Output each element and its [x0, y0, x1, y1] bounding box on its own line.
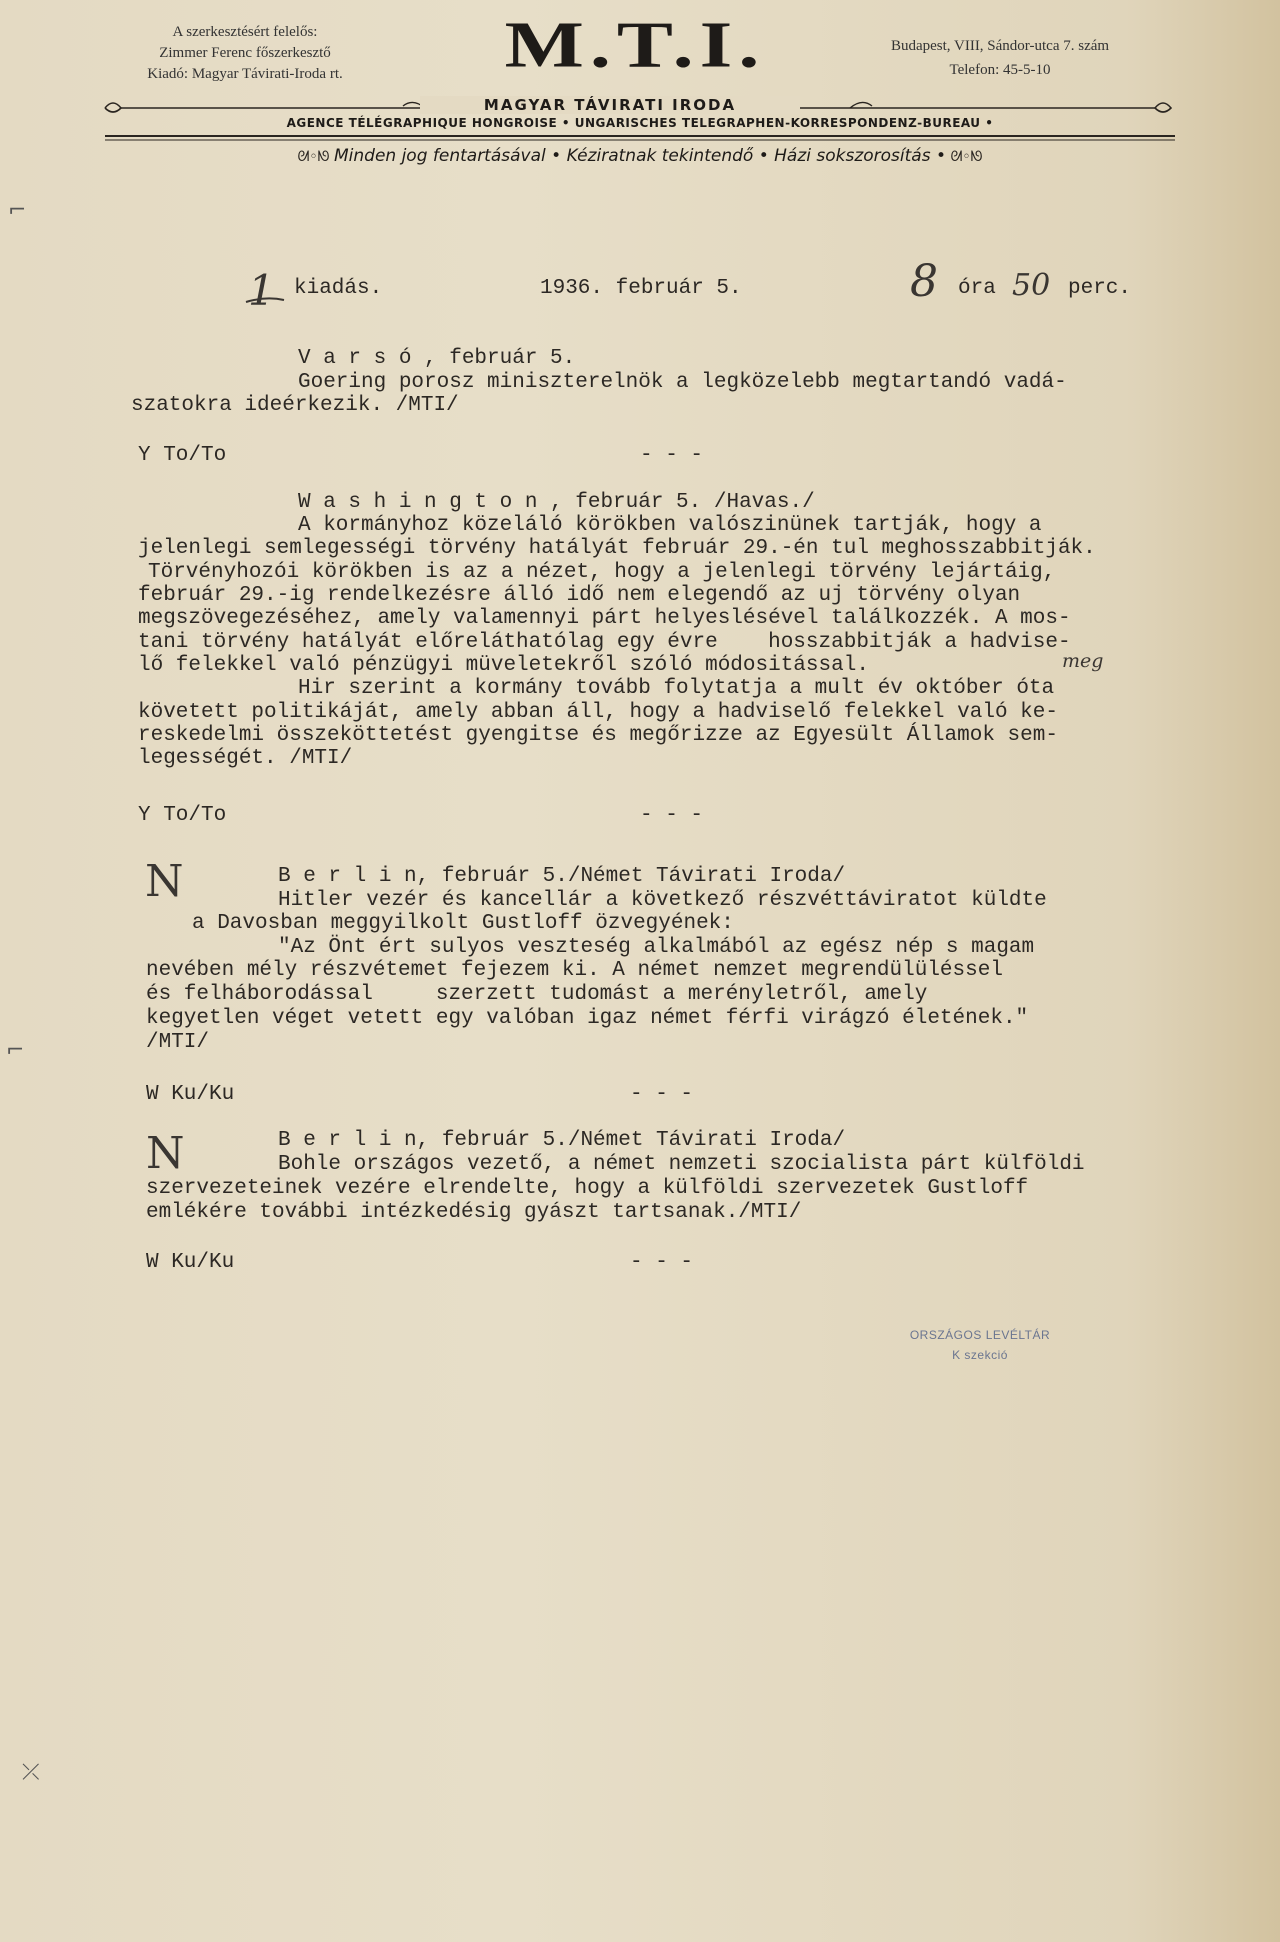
edition-underline [244, 296, 286, 306]
archive-stamp [880, 1325, 1080, 1365]
item-2-line-1: W a s h i n g t o n , február 5. /Havas./ [298, 491, 815, 514]
item-3-footer-code: W Ku/Ku [146, 1083, 235, 1106]
item-4-line-3: szervezeteinek vezére elrendelte, hogy a külföldi szervezetek Gustloff [146, 1177, 1029, 1200]
item-4-margin-mark: N [146, 1128, 185, 1179]
item-3-line-4: "Az Önt ért sulyos veszteség alkalmából az egész nép s magam [278, 936, 1035, 959]
item-1-footer-code: Y To/To [138, 444, 227, 467]
item-3-line-6: és felháborodással szerzett tudomást a merényletről, amely [146, 983, 928, 1006]
hour-label: óra [958, 277, 996, 300]
item-3-line-1: B e r l i n, február 5./Német Távirati Iroda/ [278, 865, 846, 888]
publisher-line-2: Zimmer Ferenc főszerkesztő [159, 45, 331, 61]
item-2-line-6: megszövegezéséhez, amely valamennyi párt helyeslésével találkozzék. A mos- [138, 607, 1071, 630]
item-3-line-8: /MTI/ [146, 1031, 210, 1054]
item-2-line-10: követett politikáját, amely abban áll, hogy a hadviselő felekkel való ke- [138, 701, 1058, 724]
dispatch-date: 1936. február 5. [540, 277, 742, 300]
handwritten-insert: meg [1062, 650, 1104, 672]
publisher-info [95, 22, 395, 85]
item-2-line-5: február 29.-ig rendelkezésre álló idő nem elegendő az uj törvény olyan [138, 584, 1021, 607]
header-double-rule [105, 134, 1175, 142]
publisher-line-3: Kiadó: Magyar Távirati-Iroda rt. [147, 66, 343, 82]
edition-label: kiadás. [294, 277, 383, 300]
item-4-line-1: B e r l i n, február 5./Német Távirati Iroda/ [278, 1129, 846, 1152]
margin-tick-mark: ⌐ [8, 198, 27, 223]
item-3-margin-mark: N [145, 856, 184, 907]
item-2-line-8: lő felekkel való pénzügyi müveletekről szóló módositással. [138, 654, 869, 677]
item-2-line-2: A kormányhoz közeláló körökben valószinünek tartják, hogy a [298, 514, 1042, 537]
agency-multilingual-name: AGENCE TÉLÉGRAPHIQUE HONGROISE • UNGARISCHES TELEGRAPHEN-KORRESPONDENZ-BUREAU • [286, 116, 994, 130]
item-4-separator: - - - [630, 1251, 694, 1274]
margin-tick-mark: ⤫ [22, 1760, 40, 1785]
item-1-line-1: V a r s ó , február 5. [298, 347, 576, 370]
minute-label: perc. [1068, 277, 1132, 300]
archive-stamp-line-2: K szekció [952, 1348, 1008, 1362]
item-2-line-9: Hir szerint a kormány tovább folytatja a mult év október óta [298, 677, 1055, 700]
item-2-line-3: jelenlegi semlegességi törvény hatályát február 29.-én tul meghosszabbitják. [138, 537, 1096, 560]
hour-handwritten: 8 [910, 256, 938, 307]
item-2-separator: - - - [640, 804, 704, 827]
item-1-line-2: Goering porosz miniszterelnök a legközelebb megtartandó vadá- [298, 371, 1067, 394]
item-2-line-11: reskedelmi összeköttetést gyengitse és megőrizze az Egyesült Államok sem- [138, 724, 1058, 747]
rights-text: Minden jog fentartásával • Kéziratnak tekintendő • Házi sokszorosítás • [333, 146, 947, 166]
rights-line [105, 146, 1175, 166]
item-3-separator: - - - [630, 1083, 694, 1106]
scroll-ornament-icon: ᘛ◦ᘚ [297, 149, 334, 165]
item-1-line-3: szatokra ideérkezik. /MTI/ [131, 394, 459, 417]
item-3-line-5: nevében mély részvétemet fejezem ki. A német nemzet megrendülüléssel [146, 959, 1003, 982]
address-info [830, 34, 1170, 82]
item-2-line-4: Törvényhozói körökben is az a nézet, hogy a jelenlegi törvény lejártáig, [148, 561, 1056, 584]
item-2-line-7: tani törvény hatályát előreláthatólag egy évre hosszabbitják a hadvise- [138, 631, 1071, 654]
item-4-line-2: Bohle országos vezető, a német nemzeti szocialista párt külföldi [278, 1153, 1085, 1176]
item-1-separator: - - - [640, 444, 704, 467]
agency-name: MAGYAR TÁVIRATI IRODA [420, 96, 800, 114]
publisher-line-1: A szerkesztésért felelős: [172, 24, 318, 40]
item-2-footer-code: Y To/To [138, 804, 227, 827]
minute-handwritten: 50 [1012, 268, 1051, 303]
item-4-line-4: emlékére további intézkedésig gyászt tartsanak./MTI/ [146, 1201, 802, 1224]
archive-stamp-line-1: ORSZÁGOS LEVÉLTÁR [909, 1328, 1051, 1342]
scroll-ornament-icon: ᘛ◦ᘚ [946, 149, 983, 165]
margin-tick-mark: ⌐ [6, 1038, 25, 1063]
address-line: Budapest, VIII, Sándor-utca 7. szám [890, 38, 1110, 54]
item-3-line-2: Hitler vezér és kancellár a következő részvéttáviratot küldte [278, 889, 1047, 912]
mti-logo: M.T.I. [504, 8, 766, 82]
item-3-line-7: kegyetlen véget vetett egy valóban igaz német férfi virágzó életének." [146, 1007, 1029, 1030]
phone-line: Telefon: 45-5-10 [949, 62, 1051, 78]
item-2-line-12: legességét. /MTI/ [138, 747, 353, 770]
item-3-line-3: a Davosban meggyilkolt Gustloff özvegyének: [192, 912, 734, 935]
item-4-footer-code: W Ku/Ku [146, 1251, 235, 1274]
edition-number-handwritten: 1 [248, 266, 275, 315]
